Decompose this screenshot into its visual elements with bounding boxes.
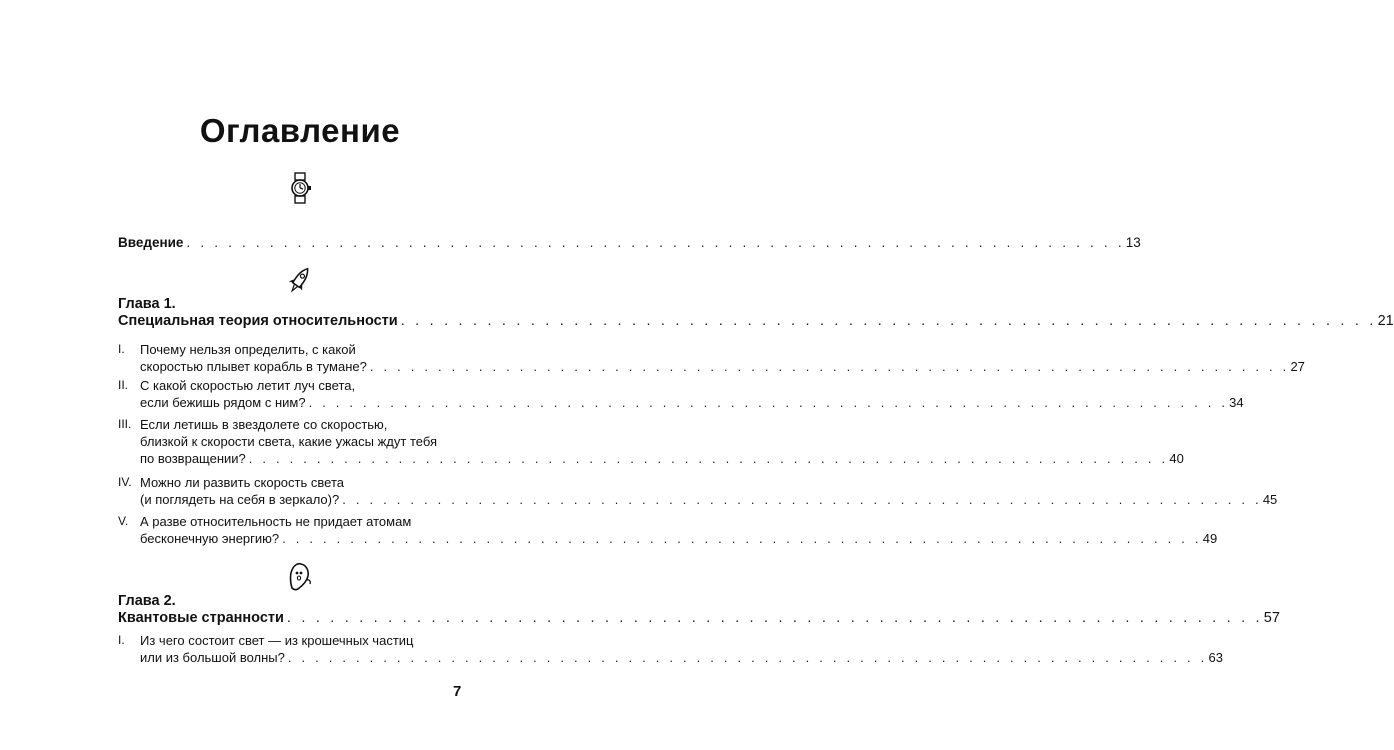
toc-entry-page: 49 (1202, 531, 1218, 546)
toc-entry-page: 40 (1169, 451, 1184, 466)
section-line: близкой к скорости света, какие ужасы ждут тебя (140, 434, 438, 449)
chapter-title: Специальная теория относительности (118, 313, 398, 329)
toc-entry-page: 57 (1263, 610, 1280, 626)
chapter-label: Глава 1. (118, 296, 176, 312)
section-number: I. (118, 633, 125, 647)
section-line: Почему нельзя определить, с какой (140, 342, 356, 357)
toc-entry-page: 27 (1290, 359, 1305, 374)
rocket-icon (284, 264, 314, 298)
section-line: С какой скоростью летит луч света, (140, 378, 356, 393)
dot-leader: . . . . . . . . . . . . . . . . . . . . . . . . . . . . . . . . . . . . . . . . . . . . . . . . . . . . . . . . . . . . . . . . . . . . (342, 492, 1262, 507)
section-line: или из большой волны? (140, 650, 285, 665)
dot-leader: . . . . . . . . . . . . . . . . . . . . . . . . . . . . . . . . . . . . . . . . . . . . . . . . . . . . . . . . . . . . . . . . . . . . (400, 313, 1377, 329)
ghost-icon (286, 562, 314, 592)
section-line: скоростью плывет корабль в тумане? (140, 359, 367, 374)
section-line: бесконечную энергию? (140, 531, 280, 546)
section-line: (и поглядеть на себя в зеркало)? (140, 492, 340, 507)
section-line: Из чего состоит свет — из крошечных частиц (140, 633, 414, 648)
dot-leader: . . . . . . . . . . . . . . . . . . . . . . . . . . . . . . . . . . . . . . . . . . . . . . . . . . . . . . . . . . . . . . . . . . . . (287, 650, 1208, 665)
toc-entry-page: 21 (1377, 313, 1394, 329)
dot-leader: . . . . . . . . . . . . . . . . . . . . . . . . . . . . . . . . . . . . . . . . . . . . . . . . . . . . . . . . . . . . . . . . . . . . (369, 359, 1290, 374)
dot-leader: . . . . . . . . . . . . . . . . . . . . . . . . . . . . . . . . . . . . . . . . . . . . . . . . . . . . . . . . . . . . . . . . . . . . (248, 451, 1169, 466)
section-number: V. (118, 514, 129, 528)
chapter-title: Квантовые странности (118, 610, 284, 626)
section-number: I. (118, 342, 125, 356)
section-line: Если летишь в звездолете со скоростью, (140, 417, 388, 432)
wristwatch-icon (282, 172, 318, 204)
dot-leader: . . . . . . . . . . . . . . . . . . . . . . . . . . . . . . . . . . . . . . . . . . . . . . . . . . . . . . . . . . . . . . . . . . . . (186, 235, 1125, 250)
dot-leader: . . . . . . . . . . . . . . . . . . . . . . . . . . . . . . . . . . . . . . . . . . . . . . . . . . . . . . . . . . . . . . . . . . . . (286, 610, 1263, 626)
page-title: Оглавление (199, 112, 401, 149)
section-line: по возвращении? (140, 451, 246, 466)
dot-leader: . . . . . . . . . . . . . . . . . . . . . . . . . . . . . . . . . . . . . . . . . . . . . . . . . . . . . . . . . . . . . . . . . . . . (308, 395, 1229, 410)
section-line: Можно ли развить скорость света (140, 475, 344, 490)
toc-entry-intro[interactable] (118, 234, 1141, 251)
toc-entry-label: Введение (118, 235, 184, 250)
toc-entry-page: 34 (1229, 395, 1244, 410)
toc-entry-chapter-2[interactable] (118, 610, 1280, 627)
section-number: II. (118, 378, 129, 392)
toc-entry-page: 13 (1125, 235, 1141, 250)
dot-leader: . . . . . . . . . . . . . . . . . . . . . . . . . . . . . . . . . . . . . . . . . . . . . . . . . . . . . . . . . . . . . . . . . . . . (282, 531, 1202, 546)
toc-entry-page: 63 (1208, 650, 1223, 665)
chapter-label: Глава 2. (118, 593, 176, 609)
section-line: А разве относительность не придает атомам (140, 514, 412, 529)
section-number: IV. (118, 475, 132, 489)
section-number: III. (118, 417, 132, 431)
page-number: 7 (453, 683, 462, 700)
toc-entry-chapter-1[interactable] (118, 313, 1394, 330)
section-line: если бежишь рядом с ним? (140, 395, 306, 410)
toc-entry-page: 45 (1262, 492, 1278, 507)
